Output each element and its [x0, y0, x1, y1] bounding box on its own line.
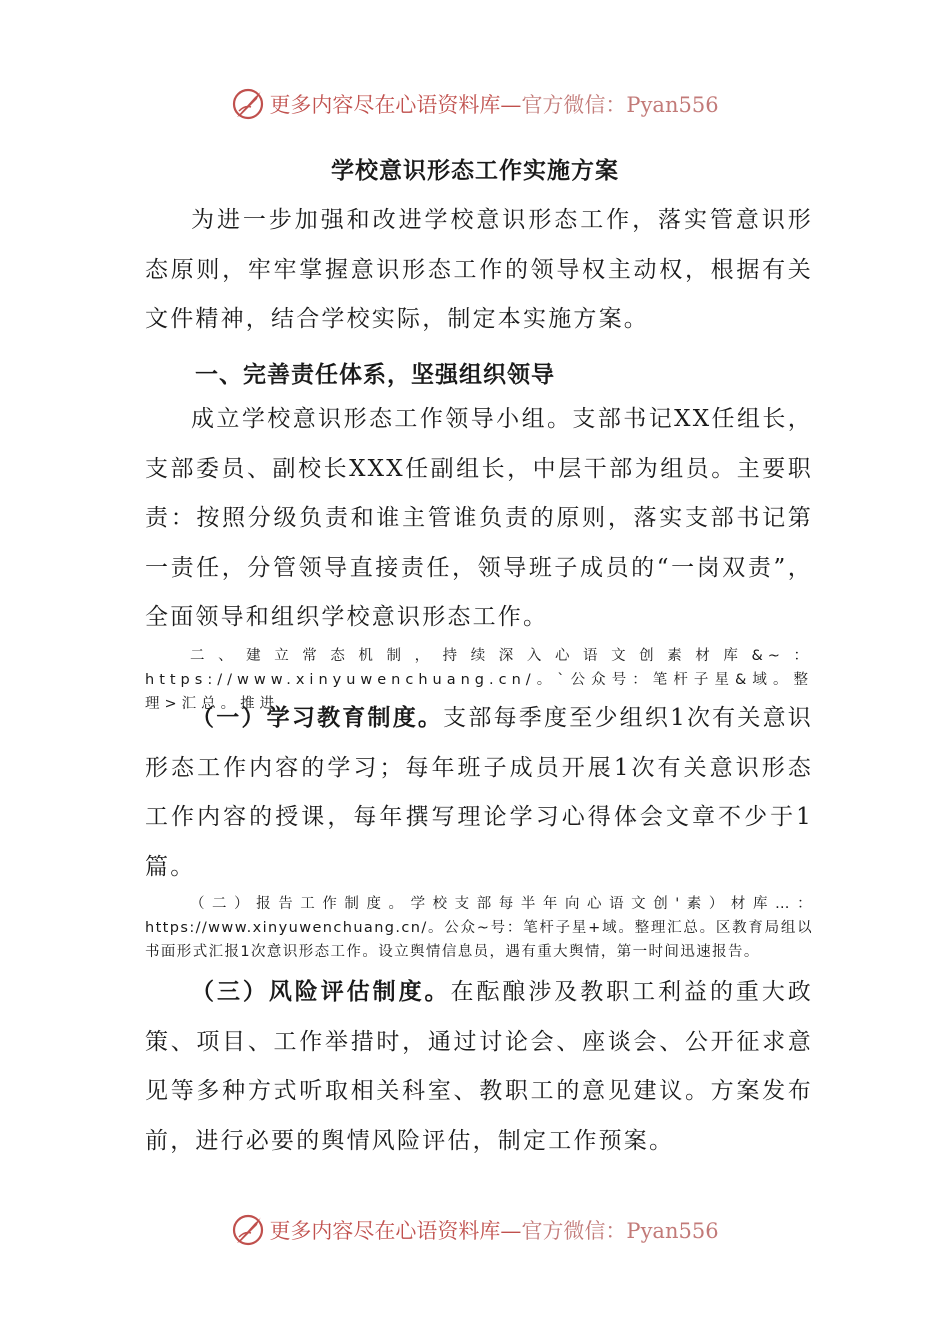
quill-logo-icon — [231, 87, 265, 121]
footer-banner — [0, 1210, 950, 1250]
section2-note: 二、建立常态机制，持续深入心语文创素材库&~：https://www.xinyuwenchuang.cn/。`公众号：笔杆子星&域。整理>汇总。推进 — [145, 648, 813, 712]
item3-paragraph — [145, 968, 813, 1166]
section1-heading: 一、完善责任体系，坚强组织领导 — [195, 362, 555, 388]
banner-text: 更多内容尽在心语资料库—官方微信：Pyan556 — [269, 1219, 719, 1243]
item1-lead: （一）学习教育制度。 — [191, 705, 444, 731]
item3-lead: （三）风险评估制度。 — [191, 979, 451, 1005]
intro-paragraph: 为进一步加强和改进学校意识形态工作，落实管意识形态原则，牢牢掌握意识形态工作的领导权主动权，根据有关文件精神，结合学校实际，制定本实施方案。 — [145, 207, 813, 333]
item3-body: 在酝酿涉及教职工利益的重大政策、项目、工作举措时，通过讨论会、座谈会、公开征求意见等多种方式听取相关科室、教职工的意见建议。方案发布前，进行必要的舆情风险评估，制定工作预案。 — [145, 979, 813, 1154]
banner-text: 更多内容尽在心语资料库—官方微信：Pyan556 — [269, 93, 719, 117]
header-banner — [0, 84, 950, 124]
document-title: 学校意识形态工作实施方案 — [331, 158, 619, 184]
section1-body: 成立学校意识形态工作领导小组。支部书记XX任组长，支部委员、副校长XXX任副组长，中层干部为组员。主要职责：按照分级负责和谁主管谁负责的原则，落实支部书记第一责任，分管领导直接责任，领导班子成员的“一岗双责”，全面领导和组织学校意识形态工作。 — [145, 406, 813, 631]
item1-body: 支部每季度至少组织1次有关意识形态工作内容的学习；每年班子成员开展1次有关意识形态工作内容的授课，每年撰写理论学习心得体会文章不少于1篇。 — [145, 705, 813, 880]
item1-paragraph — [145, 694, 813, 892]
item2-paragraph: （二）报告工作制度。学校支部每半年向心语文创'素）材库…：https://www.xinyuwenchuang.cn/。公众~号：笔杆子星+域。整理汇总。区教育局组以书面形式汇报1次意识形态工作。设立舆情信息员，遇有重大舆情，第一时间迅速报告。 — [145, 896, 813, 960]
quill-logo-icon — [231, 1213, 265, 1247]
